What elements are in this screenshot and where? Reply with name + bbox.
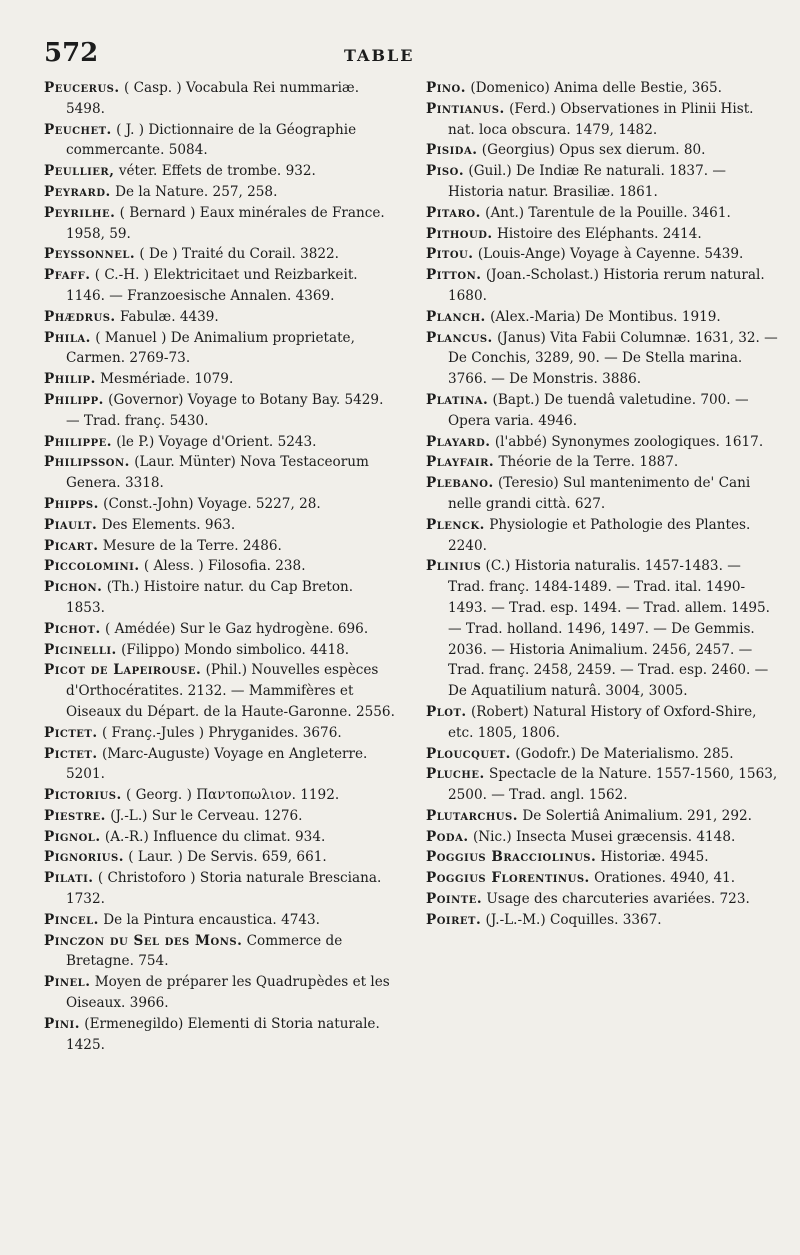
entry-author-name: Peyssonnel. <box>44 246 136 263</box>
entry-text: (Janus) Vita Fabii Columnæ. 1631, 32. — De Conchis, 3289, 90. — De Stella marina. 3766. — De Monstris. 3886. <box>448 329 778 388</box>
entry-text: De la Nature. 257, 258. <box>115 183 278 200</box>
entry-author-name: Piccolomini. <box>44 558 140 575</box>
entry-author-name: Pisida. <box>426 142 478 159</box>
entry-author-name: Piestre. <box>44 807 106 824</box>
index-entry <box>426 390 778 432</box>
entry-text: Fabulæ. 4439. <box>120 308 219 325</box>
index-entry <box>44 494 396 515</box>
index-entry <box>426 827 778 848</box>
entry-author-name: Philipp. <box>44 391 104 408</box>
entry-author-name: Pitou. <box>426 246 474 263</box>
index-entry <box>44 203 396 245</box>
entry-text: ( Laur. ) De Servis. 659, 661. <box>128 849 327 866</box>
index-entry <box>44 452 396 494</box>
entry-author-name: Pilati. <box>44 870 94 887</box>
entry-text: (Georgius) Opus sex dierum. 80. <box>481 142 706 159</box>
entry-author-name: Planch. <box>426 308 486 325</box>
entry-author-name: Plebano. <box>426 475 494 492</box>
entry-text: (A.-R.) Influence du climat. 934. <box>104 828 326 845</box>
entry-author-name: Pino. <box>426 80 466 96</box>
entry-author-name: Pictet. <box>44 724 98 741</box>
entry-author-name: Pignorius. <box>44 849 124 866</box>
entry-author-name: Piault. <box>44 516 98 533</box>
entry-author-name: Peucerus. <box>44 80 120 96</box>
entry-text: Théorie de la Terre. 1887. <box>498 454 679 471</box>
entry-author-name: Playard. <box>426 433 491 450</box>
entry-text: ( Bernard ) Eaux minérales de France. 1958, 59. <box>66 204 385 242</box>
entry-text: (Alex.-Maria) De Montibus. 1919. <box>490 308 721 325</box>
index-entry <box>44 182 396 203</box>
entry-author-name: Picinelli. <box>44 641 117 658</box>
entry-text: (l'abbé) Synonymes zoologiques. 1617. <box>494 433 764 450</box>
entry-author-name: Picart. <box>44 537 99 554</box>
entry-author-name: Piso. <box>426 163 465 180</box>
entry-author-name: Picot de Lapeirouse. <box>44 662 202 679</box>
index-entry <box>426 99 778 141</box>
entry-author-name: Plutarchus. <box>426 807 518 824</box>
index-entry <box>44 910 396 931</box>
entry-author-name: Poggius Florentinus. <box>426 870 590 887</box>
entry-text: ( Christoforo ) Storia naturale Bresciana. 1732. <box>66 870 382 908</box>
index-entry <box>44 744 396 786</box>
index-entry <box>426 910 778 931</box>
index-entry <box>44 577 396 619</box>
entry-author-name: Pintianus. <box>426 100 505 117</box>
index-entry <box>44 1014 396 1056</box>
index-entry <box>426 806 778 827</box>
index-entry <box>426 515 778 557</box>
entry-author-name: Pincel. <box>44 911 99 928</box>
entry-author-name: Phipps. <box>44 495 99 512</box>
index-entry <box>426 473 778 515</box>
entry-text: (Robert) Natural History of Oxford-Shire, etc. 1805, 1806. <box>448 703 757 741</box>
index-entry <box>44 390 396 432</box>
entry-author-name: Plenck. <box>426 516 485 533</box>
index-entry <box>426 140 778 161</box>
index-entry <box>44 619 396 640</box>
entry-text: Mesmériade. 1079. <box>100 371 234 388</box>
entry-author-name: Phædrus. <box>44 308 116 325</box>
index-entry <box>44 265 396 307</box>
entry-text: ( C.-H. ) Elektricitaet und Reizbarkeit. 1146. — Franzoesische Annalen. 4369. <box>66 267 358 304</box>
index-columns <box>44 78 778 1055</box>
entry-text: Commerce de Bretagne. 754. <box>66 932 343 970</box>
index-entry <box>426 203 778 224</box>
entry-text: (Ant.) Tarentule de la Pouille. 3461. <box>485 204 731 221</box>
entry-text: ( Aless. ) Filosofia. 238. <box>143 558 306 575</box>
index-entry <box>44 328 396 370</box>
entry-text: De Solertiâ Animalium. 291, 292. <box>522 807 752 824</box>
entry-text: (Phil.) Nouvelles espèces d'Orthocératites. 2132. — Mammifères et Oiseaux du Départ. de la Haute-Garonne. 2556. <box>66 662 395 720</box>
entry-text: ( Manuel ) De Animalium proprietate, Carmen. 2769-73. <box>66 329 355 367</box>
entry-author-name: Pitaro. <box>426 204 481 221</box>
index-entry <box>426 702 778 744</box>
entry-text: (Filippo) Mondo simbolico. 4418. <box>121 641 350 658</box>
index-entry <box>44 972 396 1014</box>
index-entry <box>44 515 396 536</box>
entry-text: ( Franç.-Jules ) Phryganides. 3676. <box>101 724 342 741</box>
entry-author-name: Philippe. <box>44 433 112 450</box>
index-entry <box>44 244 396 265</box>
entry-author-name: Pithoud. <box>426 225 493 242</box>
entry-author-name: Pini. <box>44 1015 80 1032</box>
entry-author-name: Plot. <box>426 703 467 720</box>
entry-text: (Godofr.) De Materialismo. 285. <box>515 745 734 762</box>
page-header <box>44 38 778 68</box>
entry-author-name: Philip. <box>44 371 96 388</box>
page-title: TABLE <box>344 46 415 65</box>
index-entry <box>426 556 778 702</box>
index-entry <box>44 660 396 722</box>
entry-text: (J.-L.-M.) Coquilles. 3367. <box>485 911 662 928</box>
index-entry <box>426 161 778 203</box>
index-entry <box>44 556 396 577</box>
entry-author-name: Poda. <box>426 828 469 845</box>
entry-text: (Ferd.) Observationes in Plinii Hist. nat. loca obscura. 1479, 1482. <box>448 100 754 138</box>
index-entry <box>44 847 396 868</box>
index-entry <box>426 78 778 99</box>
entry-author-name: Poiret. <box>426 911 482 928</box>
index-entry <box>44 536 396 557</box>
entry-text: Historiæ. 4945. <box>600 849 709 866</box>
entry-text: (Nic.) Insecta Musei græcensis. 4148. <box>472 828 736 845</box>
entry-author-name: Peyrilhe. <box>44 204 116 221</box>
entry-author-name: Playfair. <box>426 454 495 471</box>
index-entry <box>426 265 778 307</box>
left-column <box>44 78 396 1055</box>
index-entry <box>44 723 396 744</box>
index-entry <box>426 328 778 390</box>
entry-author-name: Peullier, <box>44 163 115 180</box>
entry-text: Histoire des Eléphants. 2414. <box>496 225 702 242</box>
right-column <box>426 78 778 1055</box>
index-entry <box>44 120 396 162</box>
entry-author-name: Pfaff. <box>44 267 91 284</box>
entry-text: Orationes. 4940, 41. <box>594 870 736 887</box>
index-entry <box>44 78 396 120</box>
entry-text: (Joan.-Scholast.) Historia rerum natural. 1680. <box>448 267 765 304</box>
entry-text: Des Elements. 963. <box>101 516 236 533</box>
entry-author-name: Pinel. <box>44 974 91 991</box>
entry-text: (Laur. Münter) Nova Testaceorum Genera. 3318. <box>66 454 369 492</box>
entry-author-name: Philipsson. <box>44 454 130 471</box>
entry-text: Moyen de préparer les Quadrupèdes et les Oiseaux. 3966. <box>66 974 390 1012</box>
index-entry <box>426 307 778 328</box>
index-entry <box>426 244 778 265</box>
entry-text: (Louis-Ange) Voyage à Cayenne. 5439. <box>477 246 744 263</box>
index-entry <box>44 931 396 973</box>
index-entry <box>426 452 778 473</box>
index-entry <box>44 827 396 848</box>
entry-text: (Governor) Voyage to Botany Bay. 5429. — Trad. franç. 5430. <box>66 391 384 429</box>
entry-text: (Th.) Histoire natur. du Cap Breton. 1853. <box>66 579 354 616</box>
entry-author-name: Pictorius. <box>44 787 122 804</box>
entry-text: Mesure de la Terre. 2486. <box>102 537 282 554</box>
entry-text: (Bapt.) De tuendâ valetudine. 700. — Opera varia. 4946. <box>448 391 749 429</box>
entry-author-name: Plinius <box>426 558 482 575</box>
entry-text: ( Amédée) Sur le Gaz hydrogène. 696. <box>105 620 369 637</box>
index-entry <box>426 224 778 245</box>
entry-text: ( J. ) Dictionnaire de la Géographie commercante. 5084. <box>66 121 357 159</box>
index-entry <box>44 161 396 182</box>
entry-author-name: Platina. <box>426 391 489 408</box>
index-entry <box>426 432 778 453</box>
entry-text: (Const.-John) Voyage. 5227, 28. <box>103 495 321 512</box>
entry-author-name: Pichon. <box>44 579 103 596</box>
entry-author-name: Plancus. <box>426 329 493 346</box>
entry-text: (Marc-Auguste) Voyage en Angleterre. 5201. <box>66 745 368 783</box>
entry-author-name: Peuchet. <box>44 121 112 138</box>
page-number: 572 <box>44 38 99 68</box>
entry-author-name: Pinczon du Sel des Mons. <box>44 932 243 949</box>
entry-author-name: Pitton. <box>426 267 482 284</box>
index-entry <box>426 744 778 765</box>
entry-text: ( De ) Traité du Corail. 3822. <box>139 246 340 263</box>
entry-text: véter. Effets de trombe. 932. <box>118 163 316 180</box>
entry-text: (Teresio) Sul mantenimento de' Cani nelle grandi città. 627. <box>448 475 751 512</box>
index-entry <box>44 307 396 328</box>
entry-author-name: Pignol. <box>44 828 101 845</box>
index-entry <box>44 806 396 827</box>
entry-author-name: Ploucquet. <box>426 745 511 762</box>
entry-text: Spectacle de la Nature. 1557-1560, 1563, 2500. — Trad. angl. 1562. <box>448 766 778 804</box>
entry-text: Physiologie et Pathologie des Plantes. 2240. <box>448 516 751 554</box>
entry-author-name: Phila. <box>44 329 91 346</box>
entry-text: De la Pintura encaustica. 4743. <box>103 911 320 928</box>
entry-author-name: Poggius Bracciolinus. <box>426 849 597 866</box>
index-entry <box>426 889 778 910</box>
entry-text: Usage des charcuteries avariées. 723. <box>486 891 750 908</box>
index-entry <box>426 847 778 868</box>
entry-text: (le P.) Voyage d'Orient. 5243. <box>116 433 317 450</box>
entry-author-name: Pluche. <box>426 766 485 783</box>
entry-author-name: Pointe. <box>426 891 483 908</box>
index-entry <box>44 432 396 453</box>
index-entry <box>426 764 778 806</box>
entry-text: (Guil.) De Indiæ Re naturali. 1837. — Historia natur. Brasiliæ. 1861. <box>448 163 726 200</box>
entry-text: (C.) Historia naturalis. 1457-1483. — Trad. franç. 1484-1489. — Trad. ital. 1490-1493. — Trad. esp. 1494. — Trad. allem. 1495. — Trad. holland. 1496, 1497. — De Gemmis. 2036. — Historia Animalium. 2456, 2457. — Trad. franç. 2458, 2459. — Trad. esp. 2460. — De Aquatilium naturâ. 3004, 3005. <box>448 558 770 700</box>
index-entry <box>44 868 396 910</box>
entry-text: ( Casp. ) Vocabula Rei nummariæ. 5498. <box>66 80 360 117</box>
entry-text: (Domenico) Anima delle Bestie, 365. <box>470 80 722 96</box>
entry-author-name: Pichot. <box>44 620 101 637</box>
entry-text: (J.-L.) Sur le Cerveau. 1276. <box>110 807 303 824</box>
entry-text: (Ermenegildo) Elementi di Storia naturale. 1425. <box>66 1015 380 1053</box>
index-entry <box>426 868 778 889</box>
entry-text: ( Georg. ) Παντοπωλιον. 1192. <box>126 787 340 804</box>
index-entry <box>44 785 396 806</box>
entry-author-name: Peyrard. <box>44 183 111 200</box>
index-entry <box>44 369 396 390</box>
index-entry <box>44 640 396 661</box>
entry-author-name: Pictet. <box>44 745 98 762</box>
